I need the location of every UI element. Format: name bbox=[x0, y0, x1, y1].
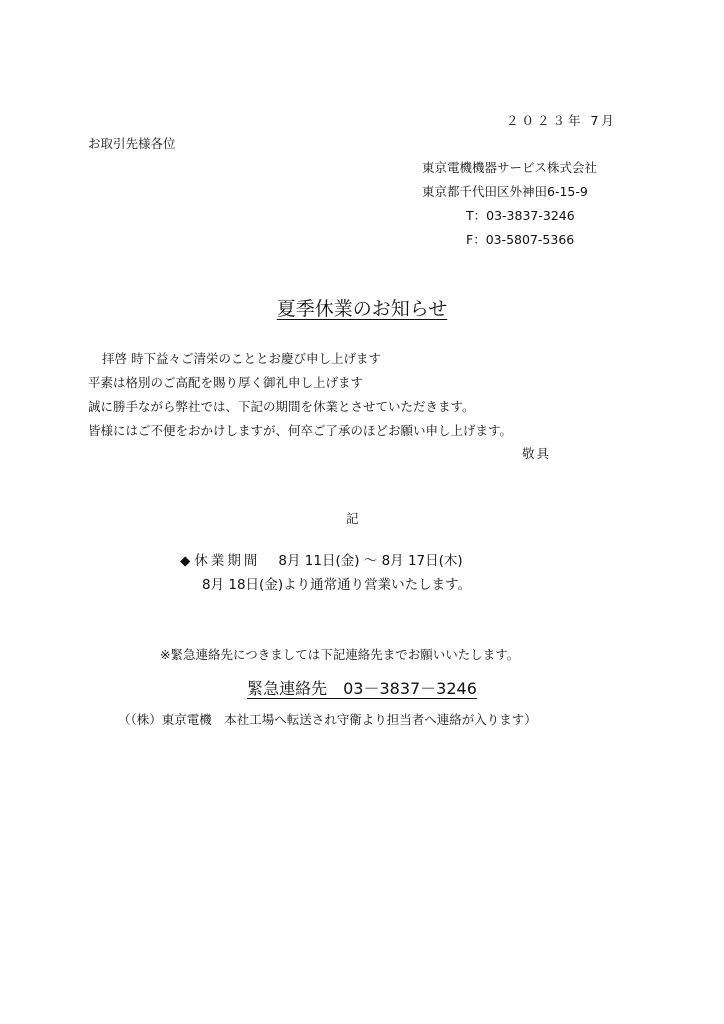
sender-company: 東京電機機器サービス株式会社 bbox=[422, 160, 598, 175]
body-thanks: 平素は格別のご高配を賜り厚く御礼申し上げます bbox=[88, 375, 364, 390]
sender-fax: F：03-5807-5366 bbox=[466, 232, 575, 247]
emergency-contact-text: 緊急連絡先 03－3837－3246 bbox=[247, 679, 477, 698]
emergency-note: ※緊急連絡先につきましては下記連絡先までお願いいたします。 bbox=[160, 647, 520, 662]
resume-notice: 8月 18日(金)より通常通り営業いたします。 bbox=[202, 577, 472, 593]
body-greeting: 拝啓 時下益々ご清栄のこととお慶び申し上げます bbox=[102, 351, 381, 366]
holiday-period-label: 休業期間 bbox=[194, 553, 261, 569]
ki-heading: 記 bbox=[346, 511, 359, 526]
holiday-period-dates: 8月 11日(金) ～ 8月 17日(木) bbox=[278, 553, 463, 569]
page-title bbox=[0, 300, 724, 319]
document-date: ２０２３年 7月 bbox=[506, 113, 617, 128]
holiday-period-row bbox=[180, 555, 463, 569]
body-apology: 皆様にはご不便をおかけしますが、何卒ご了承のほどお願い申し上げます。 bbox=[88, 423, 513, 438]
emergency-contact bbox=[0, 681, 724, 697]
emergency-detail: （（株）東京電機 本社工場へ転送され守衛より担当者へ連絡が入ります） bbox=[118, 712, 537, 727]
sender-tel: T：03-3837-3246 bbox=[466, 208, 575, 223]
closing-keigu: 敬具 bbox=[522, 446, 552, 461]
page-title-text: 夏季休業のお知らせ bbox=[276, 298, 448, 320]
body-announcement: 誠に勝手ながら弊社では、下記の期間を休業とさせていただきます。 bbox=[88, 399, 475, 414]
diamond-bullet-icon: ◆ bbox=[180, 553, 191, 569]
recipient-line: お取引先様各位 bbox=[88, 136, 176, 151]
sender-address: 東京都千代田区外神田6-15-9 bbox=[422, 184, 588, 199]
